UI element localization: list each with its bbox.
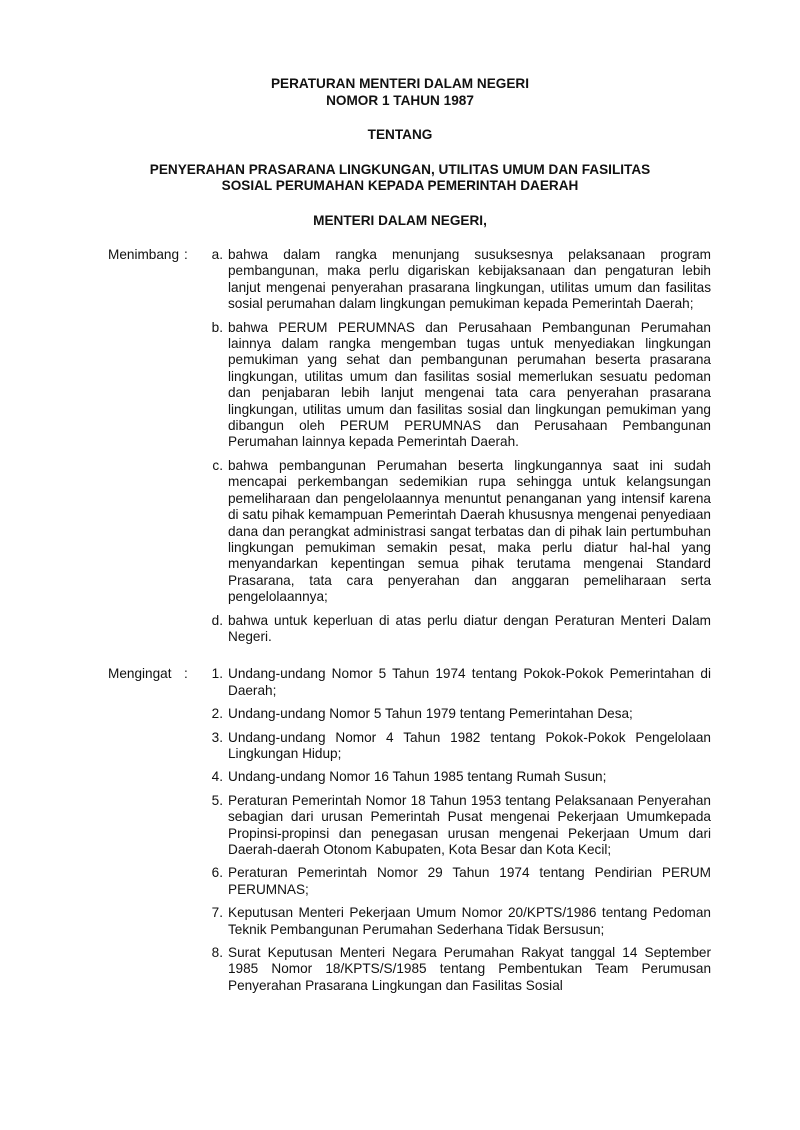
item-marker: 2.: [211, 706, 223, 722]
item-marker: b.: [211, 319, 223, 335]
subject-line-1: PENYERAHAN PRASARANA LINGKUNGAN, UTILITAS UMUM DAN FASILITAS: [149, 161, 651, 177]
section-label: Mengingat: [108, 666, 172, 682]
item-marker: d.: [211, 612, 223, 628]
item-marker: 4.: [211, 769, 223, 785]
list-item: [203, 730, 711, 763]
list-item: [203, 945, 711, 994]
item-marker: 3.: [211, 729, 223, 745]
section-colon: :: [184, 666, 188, 682]
item-text: Peraturan Pemerintah Nomor 29 Tahun 1974 tentang Pendirian PERUM PERUMNAS;: [228, 865, 711, 897]
list-item: [203, 769, 711, 785]
list-item: [203, 247, 711, 313]
item-marker: a.: [211, 247, 223, 262]
document-header: [0, 76, 800, 229]
list-item: [203, 793, 711, 859]
authority-line: MENTERI DALAM NEGERI,: [313, 212, 487, 228]
item-marker: 5.: [211, 792, 223, 808]
item-text: bahwa untuk keperluan di atas perlu diatur dengan Peraturan Menteri Dalam Negeri.: [228, 612, 711, 644]
section-colon: :: [184, 247, 188, 262]
item-text: Undang-undang Nomor 5 Tahun 1979 tentang Pemerintahan Desa;: [228, 706, 633, 722]
list-item: [203, 706, 711, 722]
list-item: [203, 865, 711, 898]
item-marker: 7.: [211, 905, 223, 921]
item-marker: 8.: [211, 945, 223, 961]
item-text: Undang-undang Nomor 16 Tahun 1985 tentang Rumah Susun;: [228, 769, 607, 785]
item-text: Keputusan Menteri Pekerjaan Umum Nomor 20/KPTS/1986 tentang Pedoman Teknik Pembangunan Perumahan Sederhana Tidak Bersusun;: [228, 905, 711, 937]
item-text: Surat Keputusan Menteri Negara Perumahan Rakyat tanggal 14 September 1985 Nomor 18/KPTS/S/1985 tentang Pembentukan Team Perumusan Penyerahan Prasarana Lingkungan dan Fasilitas Sosial: [228, 945, 711, 993]
mengingat-section: [108, 666, 711, 994]
list-item: [203, 666, 711, 699]
list-item: [203, 320, 711, 451]
document-body: [108, 247, 711, 1001]
item-text: bahwa pembangunan Perumahan beserta lingkungannya saat ini sudah mencapai perkembangan sedemikian rupa sehingga untuk kelangsungan pemeliharaan dan pengelolaannya menuntut penanganan yang intensif karena di satu pihak kemampuan Pemerintah Daerah khususnya mengenai penyediaan dana dan perangkat administrasi sangat terbatas dan di pihak lain pertumbuhan lingkungan pemukiman semakin pesat, maka perlu diatur hal-hal yang menyandarkan kepentingan semua pihak terutama mengenai Standard Prasarana, tata cara penyerahan dan anggaran pemeliharaan serta pengelolaannya;: [228, 457, 711, 605]
menimbang-section: [108, 247, 711, 645]
item-marker: c.: [212, 457, 223, 473]
item-text: Undang-undang Nomor 5 Tahun 1974 tentang Pokok-Pokok Pemerintahan di Daerah;: [228, 666, 711, 698]
item-text: bahwa dalam rangka menunjang susuksesnya pelaksanaan program pembangunan, maka perlu digariskan kebijaksanaan dan pengaturan lebih lanjut mengenai penyerahan prasarana lingkungan, utilitas umum dan fasilitas sosial perumahan dalam lingkungan pemukiman kepada Pemerintah Daerah;: [228, 247, 711, 312]
list-item: [203, 458, 711, 606]
list-item: [203, 905, 711, 938]
regulation-number: NOMOR 1 TAHUN 1987: [326, 92, 474, 108]
item-text: Peraturan Pemerintah Nomor 18 Tahun 1953 tentang Pelaksanaan Penyerahan sebagian dari urusan Pemerintah Pusat mengenai Pekerjaan Umumkepada Propinsi-propinsi dan penegasan urusan mengenai Pekerjaan Umum dari Daerah-daerah Otonom Kabupaten, Kota Besar dan Kota Kecil;: [228, 792, 711, 857]
list-item: [203, 613, 711, 646]
item-marker: 1.: [211, 666, 223, 682]
tentang-heading: TENTANG: [367, 127, 433, 142]
item-marker: 6.: [211, 865, 223, 881]
regulation-title: PERATURAN MENTERI DALAM NEGERI: [270, 76, 530, 91]
item-text: Undang-undang Nomor 4 Tahun 1982 tentang Pokok-Pokok Pengelolaan Lingkungan Hidup;: [228, 729, 711, 761]
subject-line-2: SOSIAL PERUMAHAN KEPADA PEMERINTAH DAERAH: [221, 178, 579, 193]
item-text: bahwa PERUM PERUMNAS dan Perusahaan Pembangunan Perumahan lainnya dalam rangka mengemban tugas untuk menyediakan lingkungan pemukiman yang sehat dan pembangunan perumahan beserta prasarana lingkungan, utilitas umum dan fasilitas sosial memerlukan sesuatu pedoman dan penjabaran lebih lanjut mengenai tata cara penyerahan prasarana lingkungan, utilitas umum dan fasilitas sosial dan lingkungan pemukiman yang dibangun oleh PERUM PERUMNAS dan Perusahaan Pembangunan Perumahan lainnya kepada Pemerintah Daerah.: [228, 319, 711, 450]
section-label: Menimbang: [108, 247, 180, 262]
